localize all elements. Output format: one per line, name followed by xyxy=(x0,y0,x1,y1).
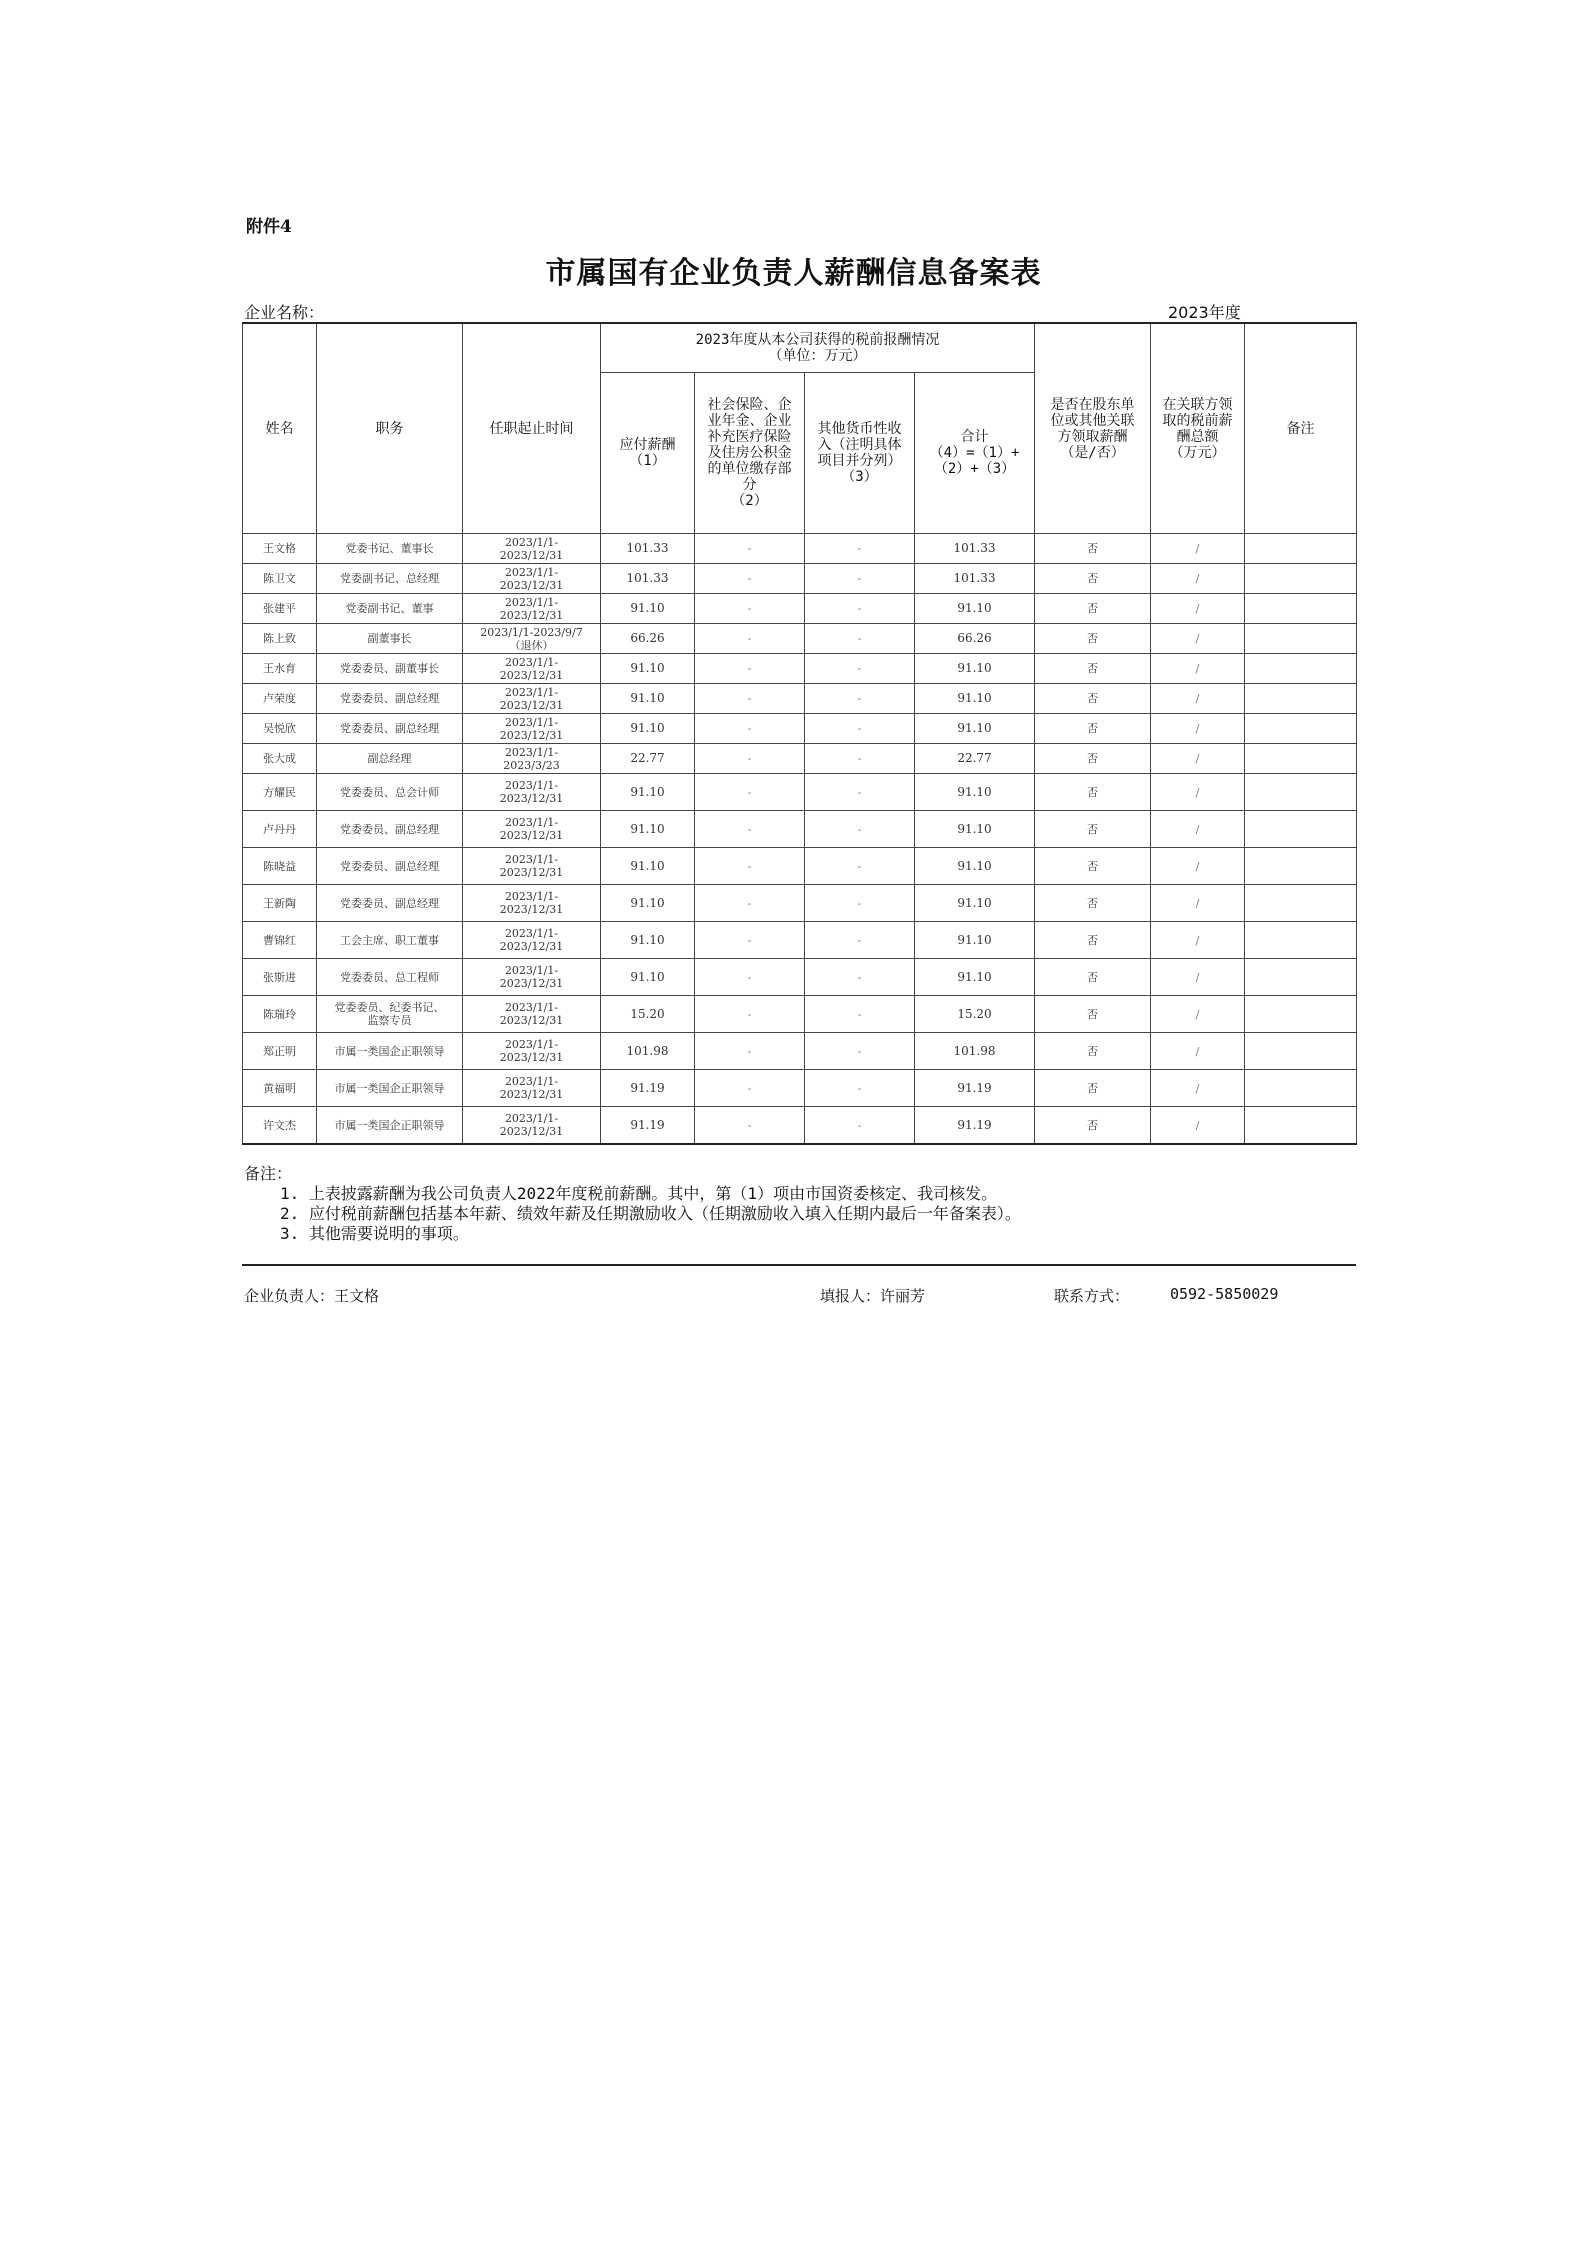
cell-affiliate: 否 xyxy=(1035,744,1151,774)
table-row xyxy=(243,714,1357,744)
salary-table xyxy=(242,322,1357,1145)
cell-position: 市属一类国企正职领导 xyxy=(317,1033,463,1070)
year-label: 2023年度 xyxy=(1168,303,1241,322)
cell-term: 2023/1/1- 2023/12/31 xyxy=(463,654,601,684)
cell-social: - xyxy=(695,714,805,744)
cell-social: - xyxy=(695,684,805,714)
table-row xyxy=(243,996,1357,1033)
cell-name: 吴悦欣 xyxy=(243,714,317,744)
table-row xyxy=(243,744,1357,774)
cell-affiliate: 否 xyxy=(1035,564,1151,594)
cell-total: 15.20 xyxy=(915,996,1035,1033)
cell-remark xyxy=(1245,885,1357,922)
cell-position: 党委委员、纪委书记、 监察专员 xyxy=(317,996,463,1033)
cell-affiliate-amount: / xyxy=(1151,594,1245,624)
cell-remark xyxy=(1245,774,1357,811)
cell-affiliate-amount: / xyxy=(1151,922,1245,959)
table-row xyxy=(243,564,1357,594)
cell-total: 91.19 xyxy=(915,1107,1035,1145)
cell-other: - xyxy=(805,624,915,654)
cell-total: 91.10 xyxy=(915,848,1035,885)
cell-affiliate-amount: / xyxy=(1151,684,1245,714)
cell-term: 2023/1/1- 2023/12/31 xyxy=(463,714,601,744)
cell-name: 王文格 xyxy=(243,534,317,564)
cell-remark xyxy=(1245,564,1357,594)
cell-position: 党委委员、总工程师 xyxy=(317,959,463,996)
col-header-pay: 应付薪酬 （1） xyxy=(601,373,695,534)
cell-social: - xyxy=(695,1033,805,1070)
cell-other: - xyxy=(805,684,915,714)
cell-term: 2023/1/1- 2023/12/31 xyxy=(463,1033,601,1070)
cell-pay: 101.33 xyxy=(601,564,695,594)
cell-term: 2023/1/1- 2023/12/31 xyxy=(463,1107,601,1145)
cell-affiliate: 否 xyxy=(1035,996,1151,1033)
cell-affiliate-amount: / xyxy=(1151,564,1245,594)
cell-affiliate: 否 xyxy=(1035,774,1151,811)
note-item: 2. 应付税前薪酬包括基本年薪、绩效年薪及任期激励收入（任期激励收入填入任期内最后一年备案表）。 xyxy=(280,1204,1021,1223)
cell-position: 工会主席、职工董事 xyxy=(317,922,463,959)
cell-social: - xyxy=(695,996,805,1033)
cell-pay: 91.10 xyxy=(601,654,695,684)
cell-other: - xyxy=(805,714,915,744)
cell-total: 101.33 xyxy=(915,534,1035,564)
cell-pay: 101.98 xyxy=(601,1033,695,1070)
cell-remark xyxy=(1245,1033,1357,1070)
cell-affiliate-amount: / xyxy=(1151,534,1245,564)
cell-other: - xyxy=(805,594,915,624)
cell-position: 党委委员、副总经理 xyxy=(317,684,463,714)
page-title: 市属国有企业负责人薪酬信息备案表 xyxy=(545,256,1042,291)
cell-position: 党委书记、董事长 xyxy=(317,534,463,564)
cell-remark xyxy=(1245,959,1357,996)
cell-affiliate: 否 xyxy=(1035,1070,1151,1107)
cell-pay: 91.19 xyxy=(601,1070,695,1107)
cell-affiliate: 否 xyxy=(1035,1107,1151,1145)
cell-social: - xyxy=(695,1107,805,1145)
table-row xyxy=(243,684,1357,714)
cell-pay: 66.26 xyxy=(601,624,695,654)
cell-total: 22.77 xyxy=(915,744,1035,774)
cell-term: 2023/1/1- 2023/12/31 xyxy=(463,534,601,564)
cell-name: 卢荣度 xyxy=(243,684,317,714)
notes xyxy=(244,1164,1021,1244)
note-item: 3. 其他需要说明的事项。 xyxy=(280,1224,469,1243)
cell-remark xyxy=(1245,594,1357,624)
cell-pay: 91.10 xyxy=(601,684,695,714)
cell-social: - xyxy=(695,885,805,922)
cell-social: - xyxy=(695,848,805,885)
cell-name: 张斯进 xyxy=(243,959,317,996)
attachment-label: 附件4 xyxy=(246,217,292,237)
table-row xyxy=(243,1033,1357,1070)
cell-term: 2023/1/1- 2023/12/31 xyxy=(463,774,601,811)
cell-name: 张大成 xyxy=(243,744,317,774)
cell-affiliate-amount: / xyxy=(1151,624,1245,654)
footer-divider xyxy=(242,1264,1356,1266)
cell-position: 党委委员、副总经理 xyxy=(317,714,463,744)
cell-name: 陈瑞玲 xyxy=(243,996,317,1033)
cell-remark xyxy=(1245,922,1357,959)
cell-social: - xyxy=(695,922,805,959)
table-row xyxy=(243,922,1357,959)
cell-name: 方耀民 xyxy=(243,774,317,811)
cell-position: 党委委员、副总经理 xyxy=(317,811,463,848)
cell-term: 2023/1/1- 2023/12/31 xyxy=(463,885,601,922)
company-name-label: 企业名称： xyxy=(244,303,325,322)
cell-affiliate-amount: / xyxy=(1151,885,1245,922)
cell-affiliate-amount: / xyxy=(1151,811,1245,848)
cell-name: 曹锦红 xyxy=(243,922,317,959)
cell-term: 2023/1/1- 2023/12/31 xyxy=(463,564,601,594)
cell-affiliate: 否 xyxy=(1035,594,1151,624)
cell-other: - xyxy=(805,534,915,564)
cell-position: 党委委员、副总经理 xyxy=(317,885,463,922)
table-row xyxy=(243,594,1357,624)
cell-other: - xyxy=(805,922,915,959)
col-header-group: 2023年度从本公司获得的税前报酬情况 （单位：万元） xyxy=(601,323,1035,373)
cell-affiliate: 否 xyxy=(1035,811,1151,848)
cell-remark xyxy=(1245,654,1357,684)
cell-term: 2023/1/1- 2023/12/31 xyxy=(463,848,601,885)
col-header-other: 其他货币性收 入（注明具体 项目并分列） （3） xyxy=(805,373,915,534)
cell-position: 市属一类国企正职领导 xyxy=(317,1107,463,1145)
cell-pay: 91.10 xyxy=(601,774,695,811)
note-item: 1. 上表披露薪酬为我公司负责人2022年度税前薪酬。其中，第（1）项由市国资委核定、我司核发。 xyxy=(280,1184,998,1203)
cell-social: - xyxy=(695,774,805,811)
col-header-affiliate-amount: 在关联方领 取的税前薪 酬总额 （万元） xyxy=(1151,323,1245,534)
cell-remark xyxy=(1245,624,1357,654)
cell-pay: 91.10 xyxy=(601,848,695,885)
col-header-name: 姓名 xyxy=(243,323,317,534)
cell-affiliate-amount: / xyxy=(1151,1107,1245,1145)
cell-other: - xyxy=(805,848,915,885)
cell-remark xyxy=(1245,1107,1357,1145)
cell-pay: 91.10 xyxy=(601,811,695,848)
col-header-term: 任职起止时间 xyxy=(463,323,601,534)
cell-affiliate-amount: / xyxy=(1151,959,1245,996)
col-header-position: 职务 xyxy=(317,323,463,534)
cell-other: - xyxy=(805,885,915,922)
cell-name: 王新陶 xyxy=(243,885,317,922)
cell-other: - xyxy=(805,811,915,848)
cell-name: 陈上致 xyxy=(243,624,317,654)
cell-total: 66.26 xyxy=(915,624,1035,654)
cell-total: 91.10 xyxy=(915,654,1035,684)
cell-pay: 22.77 xyxy=(601,744,695,774)
cell-total: 91.10 xyxy=(915,774,1035,811)
cell-name: 黄福明 xyxy=(243,1070,317,1107)
cell-pay: 91.10 xyxy=(601,714,695,744)
cell-affiliate-amount: / xyxy=(1151,1033,1245,1070)
contact-label: 联系方式： xyxy=(1054,1287,1130,1305)
cell-position: 副总经理 xyxy=(317,744,463,774)
table-row xyxy=(243,959,1357,996)
notes-heading: 备注： xyxy=(244,1164,293,1183)
cell-affiliate: 否 xyxy=(1035,684,1151,714)
cell-remark xyxy=(1245,534,1357,564)
leader-field: 企业负责人：王文格 xyxy=(244,1287,380,1305)
table-row xyxy=(243,534,1357,564)
cell-remark xyxy=(1245,714,1357,744)
cell-name: 郑正明 xyxy=(243,1033,317,1070)
col-header-social: 社会保险、企 业年金、企业 补充医疗保险 及住房公积金 的单位缴存部 分 （2） xyxy=(695,373,805,534)
cell-total: 91.19 xyxy=(915,1070,1035,1107)
cell-total: 91.10 xyxy=(915,594,1035,624)
cell-affiliate-amount: / xyxy=(1151,1070,1245,1107)
cell-other: - xyxy=(805,774,915,811)
cell-total: 91.10 xyxy=(915,811,1035,848)
cell-position: 党委委员、副董事长 xyxy=(317,654,463,684)
cell-social: - xyxy=(695,594,805,624)
cell-pay: 15.20 xyxy=(601,996,695,1033)
cell-term: 2023/1/1-2023/9/7 （退休） xyxy=(463,624,601,654)
cell-term: 2023/1/1- 2023/3/23 xyxy=(463,744,601,774)
cell-affiliate-amount: / xyxy=(1151,996,1245,1033)
cell-other: - xyxy=(805,1107,915,1145)
cell-affiliate-amount: / xyxy=(1151,744,1245,774)
cell-affiliate: 否 xyxy=(1035,1033,1151,1070)
cell-other: - xyxy=(805,744,915,774)
cell-total: 101.33 xyxy=(915,564,1035,594)
table-body xyxy=(243,534,1357,1145)
table-row xyxy=(243,811,1357,848)
table-row xyxy=(243,654,1357,684)
cell-remark xyxy=(1245,684,1357,714)
col-header-affiliate: 是否在股东单 位或其他关联 方领取薪酬 （是/否） xyxy=(1035,323,1151,534)
cell-total: 91.10 xyxy=(915,714,1035,744)
cell-remark xyxy=(1245,996,1357,1033)
cell-name: 陈晓益 xyxy=(243,848,317,885)
cell-position: 党委委员、总会计师 xyxy=(317,774,463,811)
cell-remark xyxy=(1245,744,1357,774)
cell-position: 党委副书记、董事 xyxy=(317,594,463,624)
cell-affiliate-amount: / xyxy=(1151,714,1245,744)
cell-total: 91.10 xyxy=(915,684,1035,714)
cell-term: 2023/1/1- 2023/12/31 xyxy=(463,684,601,714)
cell-total: 91.10 xyxy=(915,885,1035,922)
cell-social: - xyxy=(695,564,805,594)
cell-position: 市属一类国企正职领导 xyxy=(317,1070,463,1107)
cell-affiliate-amount: / xyxy=(1151,848,1245,885)
cell-other: - xyxy=(805,654,915,684)
cell-name: 许文杰 xyxy=(243,1107,317,1145)
cell-affiliate-amount: / xyxy=(1151,654,1245,684)
cell-name: 王水育 xyxy=(243,654,317,684)
cell-affiliate: 否 xyxy=(1035,714,1151,744)
cell-position: 党委委员、副总经理 xyxy=(317,848,463,885)
cell-other: - xyxy=(805,1070,915,1107)
cell-term: 2023/1/1- 2023/12/31 xyxy=(463,996,601,1033)
cell-social: - xyxy=(695,624,805,654)
cell-social: - xyxy=(695,811,805,848)
cell-total: 91.10 xyxy=(915,922,1035,959)
cell-pay: 91.19 xyxy=(601,1107,695,1145)
table-row xyxy=(243,885,1357,922)
cell-other: - xyxy=(805,564,915,594)
filler-field: 填报人：许丽芳 xyxy=(820,1287,926,1305)
cell-name: 张建平 xyxy=(243,594,317,624)
cell-other: - xyxy=(805,996,915,1033)
cell-affiliate-amount: / xyxy=(1151,774,1245,811)
col-header-remark: 备注 xyxy=(1245,323,1357,534)
cell-other: - xyxy=(805,959,915,996)
cell-remark xyxy=(1245,848,1357,885)
table-row xyxy=(243,1107,1357,1145)
cell-term: 2023/1/1- 2023/12/31 xyxy=(463,1070,601,1107)
cell-pay: 101.33 xyxy=(601,534,695,564)
cell-position: 副董事长 xyxy=(317,624,463,654)
cell-social: - xyxy=(695,654,805,684)
cell-pay: 91.10 xyxy=(601,922,695,959)
cell-affiliate: 否 xyxy=(1035,959,1151,996)
cell-name: 陈卫文 xyxy=(243,564,317,594)
cell-affiliate: 否 xyxy=(1035,922,1151,959)
cell-other: - xyxy=(805,1033,915,1070)
cell-term: 2023/1/1- 2023/12/31 xyxy=(463,594,601,624)
cell-term: 2023/1/1- 2023/12/31 xyxy=(463,959,601,996)
cell-social: - xyxy=(695,959,805,996)
cell-term: 2023/1/1- 2023/12/31 xyxy=(463,922,601,959)
table-row xyxy=(243,1070,1357,1107)
cell-affiliate: 否 xyxy=(1035,848,1151,885)
cell-pay: 91.10 xyxy=(601,885,695,922)
cell-social: - xyxy=(695,1070,805,1107)
cell-remark xyxy=(1245,811,1357,848)
cell-social: - xyxy=(695,534,805,564)
cell-affiliate: 否 xyxy=(1035,885,1151,922)
cell-total: 91.10 xyxy=(915,959,1035,996)
cell-pay: 91.10 xyxy=(601,959,695,996)
cell-term: 2023/1/1- 2023/12/31 xyxy=(463,811,601,848)
cell-social: - xyxy=(695,744,805,774)
cell-affiliate: 否 xyxy=(1035,624,1151,654)
cell-pay: 91.10 xyxy=(601,594,695,624)
cell-position: 党委副书记、总经理 xyxy=(317,564,463,594)
cell-affiliate: 否 xyxy=(1035,534,1151,564)
table-row xyxy=(243,624,1357,654)
table-row xyxy=(243,848,1357,885)
cell-total: 101.98 xyxy=(915,1033,1035,1070)
contact-value: 0592-5850029 xyxy=(1170,1285,1279,1303)
cell-remark xyxy=(1245,1070,1357,1107)
col-header-total: 合计 （4）=（1）+ （2）+（3） xyxy=(915,373,1035,534)
cell-name: 卢丹丹 xyxy=(243,811,317,848)
table-row xyxy=(243,774,1357,811)
cell-affiliate: 否 xyxy=(1035,654,1151,684)
